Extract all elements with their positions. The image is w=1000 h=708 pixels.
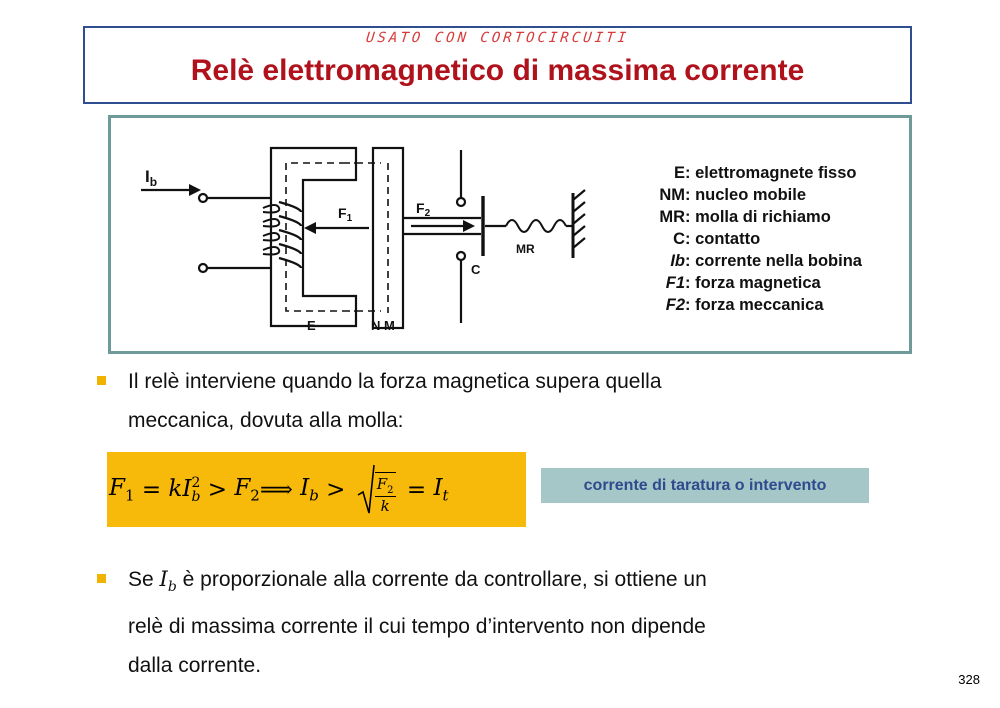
diagram-legend — [641, 162, 862, 316]
label-f1: $F_1$ — [338, 205, 353, 224]
bullet-marker — [97, 574, 106, 583]
legend-item: C: contatto — [673, 230, 761, 248]
legend-item: F2: forza meccanica — [665, 296, 824, 314]
legend-item: F1: forza magnetica — [665, 274, 821, 292]
label-nm: N M — [371, 318, 395, 333]
slide-title: Relè elettromagnetico di massima corrente — [190, 54, 805, 87]
formula-tag: corrente di taratura o intervento — [541, 468, 869, 503]
formula-box — [107, 452, 526, 527]
legend-item: MR: molla di richiamo — [659, 208, 831, 226]
title-box — [83, 26, 912, 104]
label-e: E — [307, 318, 316, 333]
label-ib: $I_b$ — [145, 167, 158, 189]
relay-diagram — [108, 115, 912, 354]
legend-item: NM: nucleo mobile — [659, 186, 807, 204]
legend-item: Ib: corrente nella bobina — [670, 252, 862, 270]
label-mr: MR — [516, 242, 535, 256]
bullet-marker — [97, 376, 106, 385]
label-f2: $F_2$ — [416, 200, 431, 219]
bullet-text-1: Il relè interviene quando la forza magnetica supera quella meccanica, dovuta alla molla: — [128, 370, 662, 432]
threshold-formula: $F_1$ = kI 2 b > $F_2$ ⟹ $I_b$ > $\frac{F_2}{k}$ = $I_t$ — [109, 452, 449, 527]
handwritten-note: USATO CON CORTOCIRCUITI — [365, 30, 630, 46]
ib-symbol: $I_b$ — [159, 567, 177, 596]
page-number: 328 — [958, 672, 980, 687]
bullet-text-2: Se $I_b$ è proporzionale alla corrente da controllare, si ottiene un relè di massima corrente il cui tempo d’intervento non dipende dalla corrente. — [128, 567, 707, 678]
label-c: C — [471, 262, 481, 277]
legend-item: E: elettromagnete fisso — [673, 164, 857, 182]
